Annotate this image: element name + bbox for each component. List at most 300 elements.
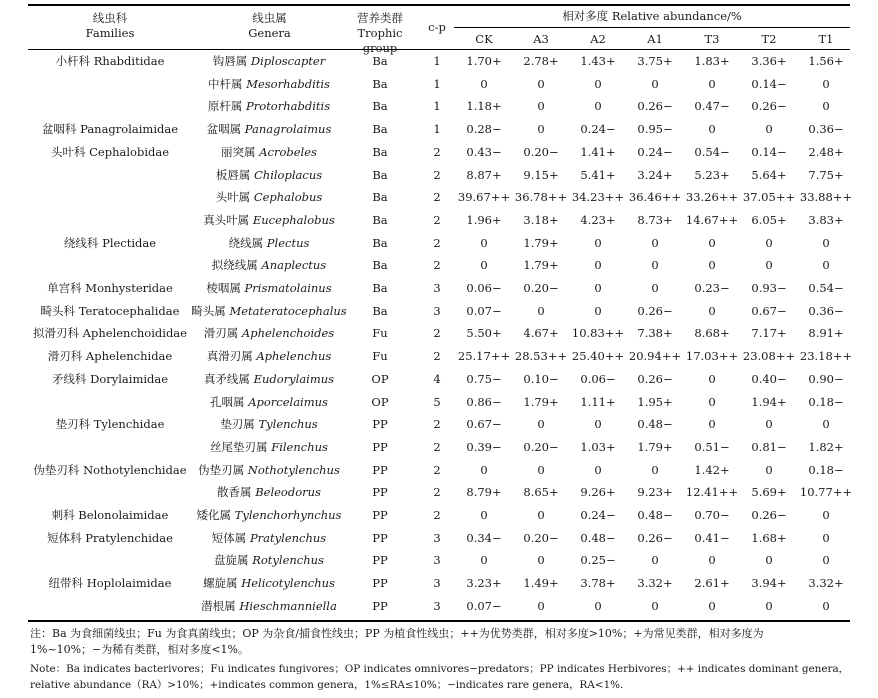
abundance-a2: 0 xyxy=(594,99,602,114)
family-cell: 滑刃科 Aphelenchidae xyxy=(47,349,173,364)
top-rule xyxy=(28,4,850,6)
cp-cell: 3 xyxy=(433,281,441,295)
abundance-a1: 0.48− xyxy=(637,508,673,522)
abundance-t3: 1.42+ xyxy=(694,462,730,477)
genus-latin: Helicotylenchus xyxy=(241,576,335,591)
genus-cn: 原杆属 xyxy=(207,99,243,114)
abundance-t1: 1.82+ xyxy=(808,439,844,454)
genus-cn: 丽突属 xyxy=(221,144,256,159)
abundance-t2: 23.08++ xyxy=(742,349,796,364)
cp-cell: 1 xyxy=(433,99,441,114)
abundance-ck: 0.07− xyxy=(466,598,502,613)
abundance-t3: 0 xyxy=(708,598,716,613)
family-cell: 畸头科 Teratocephalidae xyxy=(40,303,180,318)
abundance-a2: 0.25− xyxy=(580,553,616,568)
abundance-a1: 0 xyxy=(651,281,659,295)
genus-latin: Beleodorus xyxy=(255,485,321,500)
abundance-ck: 0.07− xyxy=(466,303,502,318)
abundance-a1: 0 xyxy=(651,76,659,91)
abundance-ck: 0.75− xyxy=(466,371,502,386)
cp-cell: 2 xyxy=(433,439,441,454)
genus-cn: 中杆属 xyxy=(208,76,243,91)
header-trophic-cn: 营养类群 xyxy=(357,11,403,25)
genus-cn: 丝尾垫刃属 xyxy=(210,439,268,454)
genus-cell xyxy=(188,141,350,164)
genus-cell xyxy=(188,277,350,300)
genus-latin: Panagrolaimus xyxy=(244,122,332,137)
abundance-t1: 10.77++ xyxy=(799,485,853,500)
abundance-ck: 0.43− xyxy=(466,144,502,159)
trophic-cell: PP xyxy=(372,576,388,591)
trophic-cell: Ba xyxy=(372,303,388,318)
abundance-a2: 25.40++ xyxy=(571,349,625,364)
trophic-cell: Fu xyxy=(372,326,388,341)
abundance-a1: 0 xyxy=(651,258,659,273)
abundance-t1: 0 xyxy=(822,99,830,114)
family-cell: 伪垫刃科 Nothotylenchidae xyxy=(33,462,187,477)
trophic-cell: PP xyxy=(372,598,388,613)
genus-cn: 板唇属 xyxy=(215,167,251,182)
abundance-t1: 0 xyxy=(822,235,830,250)
abundance-t1: 2.48+ xyxy=(808,144,844,159)
abundance-t3: 0.51− xyxy=(694,439,730,454)
genus-cell xyxy=(188,549,350,572)
abundance-a1: 8.73+ xyxy=(637,212,673,227)
abundance-t1: 33.88++ xyxy=(799,190,853,205)
genus-cell xyxy=(188,232,350,255)
abundance-t2: 0.93− xyxy=(751,281,787,295)
genus-cell xyxy=(188,164,350,187)
cp-cell: 1 xyxy=(433,76,441,91)
cp-cell: 3 xyxy=(433,303,441,318)
abundance-t2: 0.14− xyxy=(751,144,787,159)
abundance-a3: 1.79+ xyxy=(523,394,559,409)
header-cp: c-p xyxy=(428,20,446,34)
abundance-a3: 0.20− xyxy=(523,144,559,159)
abundance-a3: 0 xyxy=(537,122,545,137)
abundance-t1: 0.54− xyxy=(808,281,844,295)
abundance-t3: 0 xyxy=(708,417,716,432)
genus-cell xyxy=(188,345,350,368)
trophic-cell: PP xyxy=(372,530,388,545)
family-cell xyxy=(28,391,192,414)
abundance-a1: 0 xyxy=(651,598,659,613)
cp-cell: 5 xyxy=(433,394,441,409)
abundance-a2: 1.41+ xyxy=(580,144,616,159)
cp-cell: 2 xyxy=(433,349,441,364)
cp-cell: 1 xyxy=(433,54,441,68)
cp-cell: 3 xyxy=(433,553,441,568)
abundance-t2: 3.94+ xyxy=(751,576,787,591)
cp-cell: 2 xyxy=(433,508,441,522)
genus-cell xyxy=(188,459,350,482)
abundance-a2: 0 xyxy=(594,281,602,295)
genus-latin: Filenchus xyxy=(271,439,328,454)
genus-cn: 钩唇属 xyxy=(212,54,248,68)
family-cell: 矛线科 Dorylaimidae xyxy=(51,371,169,386)
genus-cell xyxy=(188,300,350,323)
abundance-t2: 1.68+ xyxy=(751,530,787,545)
abundance-t1: 8.91+ xyxy=(808,326,844,341)
cp-cell: 4 xyxy=(433,371,441,386)
abundance-a3: 0.20− xyxy=(523,530,559,545)
abundance-ck: 8.87+ xyxy=(466,167,502,182)
abundance-a2: 9.26+ xyxy=(580,485,616,500)
abundance-t3: 2.61+ xyxy=(694,576,730,591)
cp-cell: 2 xyxy=(433,144,441,159)
abundance-a3: 0 xyxy=(537,99,545,114)
genus-cell xyxy=(188,413,350,436)
abundance-a2: 0 xyxy=(594,462,602,477)
abundance-t3: 33.26++ xyxy=(685,190,739,205)
trophic-cell: PP xyxy=(372,417,388,432)
abundance-t2: 0.14− xyxy=(751,76,787,91)
genus-cn: 伪垫刃属 xyxy=(198,462,245,477)
treatment-header-a2: A2 xyxy=(590,32,606,46)
family-cell xyxy=(28,95,192,118)
abundance-ck: 39.67++ xyxy=(457,190,511,205)
family-cell: 头叶科 Cephalobidae xyxy=(50,144,170,159)
abundance-a3: 36.78++ xyxy=(514,190,568,205)
genus-cn: 真头叶属 xyxy=(203,212,250,227)
abundance-ck: 0 xyxy=(480,76,488,91)
family-cell xyxy=(28,254,192,277)
genus-latin: Mesorhabditis xyxy=(246,76,330,91)
abundance-ck: 0 xyxy=(480,235,488,250)
abundance-a1: 0.24− xyxy=(637,144,673,159)
abundance-a3: 1.79+ xyxy=(523,235,559,250)
abundance-t3: 0 xyxy=(708,394,716,409)
abundance-t2: 0 xyxy=(765,417,773,432)
family-cell: 短体科 Pratylenchidae xyxy=(47,530,173,545)
genus-cn: 真滑刃属 xyxy=(206,349,253,364)
genus-latin: Tylenchorhynchus xyxy=(234,508,342,522)
abundance-a3: 9.15+ xyxy=(523,167,559,182)
genus-cn: 棱咽属 xyxy=(206,281,241,295)
header-families-en: Families xyxy=(85,26,135,40)
abundance-a2: 0 xyxy=(594,417,602,432)
abundance-a2: 1.11+ xyxy=(580,394,616,409)
abundance-t1: 0 xyxy=(822,553,830,568)
abundance-t3: 0 xyxy=(708,76,716,91)
abundance-t3: 0 xyxy=(708,553,716,568)
genus-latin: Aporcelaimus xyxy=(248,394,328,409)
cp-cell: 2 xyxy=(433,258,441,273)
abundance-a2: 3.78+ xyxy=(580,576,616,591)
cp-cell: 2 xyxy=(433,167,441,182)
abundance-a3: 0 xyxy=(537,553,545,568)
abundance-a1: 0.95− xyxy=(637,122,673,137)
abundance-a1: 0 xyxy=(651,235,659,250)
abundance-t1: 0.36− xyxy=(808,303,844,318)
abundance-ck: 0.67− xyxy=(466,417,502,432)
trophic-cell: Ba xyxy=(372,99,388,114)
genus-cn: 畸头属 xyxy=(191,303,226,318)
abundance-t1: 7.75+ xyxy=(808,167,844,182)
genus-cell xyxy=(188,595,350,618)
cp-cell: 2 xyxy=(433,462,441,477)
genus-latin: Protorhabditis xyxy=(246,99,331,114)
abundance-ck: 0.34− xyxy=(466,530,502,545)
header-genera-en: Genera xyxy=(248,26,291,40)
genus-cell xyxy=(188,391,350,414)
trophic-cell: Fu xyxy=(372,349,388,364)
cp-cell: 2 xyxy=(433,485,441,500)
family-cell: 绕线科 Plectidae xyxy=(63,235,157,250)
abundance-ck: 0 xyxy=(480,462,488,477)
abundance-a3: 0 xyxy=(537,303,545,318)
abundance-t2: 5.64+ xyxy=(751,167,787,182)
genus-cell xyxy=(188,481,350,504)
genus-cn: 矮化属 xyxy=(196,508,232,522)
genus-latin: Aphelenchus xyxy=(256,349,332,364)
abundance-t2: 0.81− xyxy=(751,439,787,454)
family-cell: 小杆科 Rhabditidae xyxy=(55,54,165,68)
abundance-t2: 0.26− xyxy=(751,508,787,522)
abundance-t1: 3.32+ xyxy=(808,576,844,591)
family-cell xyxy=(28,209,192,232)
abundance-a3: 8.65+ xyxy=(523,485,559,500)
abundance-a1: 0.48− xyxy=(637,417,673,432)
trophic-cell: PP xyxy=(372,508,388,522)
abundance-t1: 0.36− xyxy=(808,122,844,137)
abundance-t2: 1.94+ xyxy=(751,394,787,409)
genus-latin: Acrobeles xyxy=(259,144,317,159)
trophic-cell: Ba xyxy=(372,212,388,227)
abundance-a3: 3.18+ xyxy=(523,212,559,227)
abundance-a2: 0 xyxy=(594,303,602,318)
abundance-t1: 0 xyxy=(822,417,830,432)
genus-cell xyxy=(188,254,350,277)
abundance-t1: 3.83+ xyxy=(808,212,844,227)
genus-cell xyxy=(188,436,350,459)
genus-latin: Eucephalobus xyxy=(252,212,335,227)
cp-cell: 2 xyxy=(433,235,441,250)
family-cell xyxy=(28,595,192,618)
abundance-a2: 0.24− xyxy=(580,122,616,137)
genus-cell xyxy=(188,572,350,595)
abundance-t1: 0.18− xyxy=(808,394,844,409)
genus-latin: Aphelenchoides xyxy=(241,326,335,341)
treatment-header-t2: T2 xyxy=(761,32,777,46)
abundance-a3: 28.53++ xyxy=(514,349,568,364)
cp-cell: 3 xyxy=(433,576,441,591)
abundance-a1: 20.94++ xyxy=(628,349,682,364)
family-cell xyxy=(28,436,192,459)
abundance-a2: 1.03+ xyxy=(580,439,616,454)
abundance-a1: 0.26− xyxy=(637,371,673,386)
genus-latin: Eudorylaimus xyxy=(253,371,335,386)
abundance-t3: 0 xyxy=(708,235,716,250)
abundance-a2: 0.06− xyxy=(580,371,616,386)
abundance-t2: 3.36+ xyxy=(751,54,787,68)
abundance-t1: 0 xyxy=(822,530,830,545)
abundance-a1: 9.23+ xyxy=(637,485,673,500)
abundance-ck: 5.50+ xyxy=(466,326,502,341)
family-cell: 拟滑刃科 Aphelenchoididae xyxy=(33,326,187,341)
trophic-cell: Ba xyxy=(372,144,388,159)
abundance-ck: 0 xyxy=(480,553,488,568)
genus-cell xyxy=(188,504,350,527)
treatment-header-t1: T1 xyxy=(818,32,834,46)
genus-cn: 散香属 xyxy=(217,485,252,500)
abundance-t3: 17.03++ xyxy=(685,349,739,364)
abundance-a2: 0.24− xyxy=(580,508,616,522)
trophic-cell: PP xyxy=(372,553,388,568)
genus-cn: 绕线属 xyxy=(228,235,264,250)
note-en-line1: Note：Ba indicates bacterivores；Fu indicates fungivores；OP indicates omnivores−predators；PP indicates Herbivores；++ indicates dominant genera， xyxy=(30,663,850,675)
family-cell: 刺科 Belonolaimidae xyxy=(51,508,169,522)
abundance-a3: 1.79+ xyxy=(523,258,559,273)
genus-cell xyxy=(188,73,350,96)
genus-cn: 潜根属 xyxy=(201,598,236,613)
abundance-t1: 0 xyxy=(822,598,830,613)
abundance-t3: 5.23+ xyxy=(694,167,730,182)
abundance-t2: 0.40− xyxy=(751,371,787,386)
genus-cell xyxy=(188,186,350,209)
abundance-ck: 8.79+ xyxy=(466,485,502,500)
abundance-t1: 0 xyxy=(822,76,830,91)
cp-cell: 3 xyxy=(433,598,441,613)
family-cell: 单宫科 Monhysteridae xyxy=(47,281,173,295)
abundance-a1: 1.79+ xyxy=(637,439,673,454)
abundance-a2: 10.83++ xyxy=(571,326,625,341)
genus-cn: 真矛线属 xyxy=(203,371,250,386)
abundance-ck: 1.18+ xyxy=(466,99,502,114)
genus-cn: 孔咽属 xyxy=(210,394,245,409)
trophic-cell: OP xyxy=(371,394,389,409)
genus-latin: Nothotylenchus xyxy=(247,462,340,477)
trophic-cell: Ba xyxy=(372,281,388,295)
abundance-t1: 1.56+ xyxy=(808,54,844,68)
abundance-t3: 12.41++ xyxy=(685,485,739,500)
header-abundance: 相对多度 Relative abundance/% xyxy=(562,9,742,23)
family-cell xyxy=(28,549,192,572)
abundance-t3: 0.23− xyxy=(694,281,730,295)
genus-cn: 螺旋属 xyxy=(203,576,238,591)
abundance-t2: 0 xyxy=(765,553,773,568)
abundance-subheader-rule xyxy=(454,27,850,28)
cp-cell: 2 xyxy=(433,190,441,205)
abundance-t2: 0 xyxy=(765,462,773,477)
abundance-t2: 5.69+ xyxy=(751,485,787,500)
abundance-a1: 3.32+ xyxy=(637,576,673,591)
genus-latin: Tylenchus xyxy=(258,417,318,432)
table-bottom-rule xyxy=(28,620,850,622)
family-cell xyxy=(28,164,192,187)
abundance-t1: 0 xyxy=(822,508,830,522)
abundance-a3: 1.49+ xyxy=(523,576,559,591)
abundance-t3: 0.54− xyxy=(694,144,730,159)
abundance-t3: 0 xyxy=(708,258,716,273)
trophic-cell: Ba xyxy=(372,235,388,250)
genus-cell xyxy=(188,118,350,141)
abundance-a2: 0 xyxy=(594,598,602,613)
abundance-t1: 0 xyxy=(822,258,830,273)
abundance-a1: 3.24+ xyxy=(637,167,673,182)
genus-cell xyxy=(188,368,350,391)
cp-cell: 2 xyxy=(433,417,441,432)
abundance-a1: 36.46++ xyxy=(628,190,682,205)
abundance-t3: 0 xyxy=(708,303,716,318)
header-families-cn: 线虫科 xyxy=(92,11,128,25)
abundance-a1: 0.26− xyxy=(637,303,673,318)
abundance-t3: 0.47− xyxy=(694,99,730,114)
abundance-a2: 5.41+ xyxy=(580,167,616,182)
abundance-t3: 0 xyxy=(708,122,716,137)
trophic-cell: PP xyxy=(372,462,388,477)
genus-cn: 盆咽属 xyxy=(206,122,242,137)
abundance-t3: 8.68+ xyxy=(694,326,730,341)
abundance-a3: 0.20− xyxy=(523,281,559,295)
family-cell xyxy=(28,186,192,209)
abundance-a1: 0 xyxy=(651,462,659,477)
genus-latin: Plectus xyxy=(266,235,310,250)
genus-cell xyxy=(188,527,350,550)
trophic-cell: Ba xyxy=(372,122,388,137)
abundance-t3: 0.41− xyxy=(694,530,730,545)
cp-cell: 2 xyxy=(433,212,441,227)
abundance-t2: 0 xyxy=(765,258,773,273)
cp-cell: 3 xyxy=(433,530,441,545)
abundance-t3: 0 xyxy=(708,371,716,386)
abundance-a2: 0 xyxy=(594,76,602,91)
abundance-a3: 0 xyxy=(537,598,545,613)
abundance-ck: 0.28− xyxy=(466,122,502,137)
abundance-a2: 0 xyxy=(594,235,602,250)
abundance-a3: 0 xyxy=(537,417,545,432)
abundance-t1: 0.90− xyxy=(808,371,844,386)
abundance-t3: 1.83+ xyxy=(694,54,730,68)
treatment-header-a1: A1 xyxy=(647,32,663,46)
abundance-t3: 14.67++ xyxy=(685,212,739,227)
family-cell: 纽带科 Hoplolaimidae xyxy=(48,576,172,591)
abundance-a1: 3.75+ xyxy=(637,54,673,68)
treatment-header-ck: CK xyxy=(475,32,493,46)
abundance-a2: 4.23+ xyxy=(580,212,616,227)
abundance-t2: 0.26− xyxy=(751,99,787,114)
abundance-ck: 1.96+ xyxy=(466,212,502,227)
abundance-a3: 0.10− xyxy=(523,371,559,386)
abundance-t3: 0.70− xyxy=(694,508,730,522)
trophic-cell: Ba xyxy=(372,167,388,182)
trophic-cell: OP xyxy=(371,371,389,386)
genus-latin: Hieschmanniella xyxy=(239,598,337,613)
abundance-a3: 0 xyxy=(537,508,545,522)
note-en-line2: relative abundance（RA）>10%；+indicates common genera，1%≤RA≤10%；−indicates rare genera，RA<1%. xyxy=(30,679,624,691)
trophic-cell: Ba xyxy=(372,76,388,91)
genus-cell xyxy=(188,95,350,118)
abundance-ck: 25.17++ xyxy=(457,349,511,364)
abundance-a2: 1.43+ xyxy=(580,54,616,68)
abundance-t2: 37.05++ xyxy=(742,190,796,205)
trophic-cell: Ba xyxy=(372,190,388,205)
abundance-a1: 1.95+ xyxy=(637,394,673,409)
abundance-a3: 0 xyxy=(537,462,545,477)
genus-latin: Pratylenchus xyxy=(249,530,327,545)
genus-latin: Metateratocephalus xyxy=(229,303,347,318)
abundance-a3: 4.67+ xyxy=(523,326,559,341)
abundance-a1: 0 xyxy=(651,553,659,568)
abundance-t2: 6.05+ xyxy=(751,212,787,227)
header-trophic-en: Trophic group xyxy=(357,26,403,55)
trophic-cell: PP xyxy=(372,439,388,454)
genus-cn: 滑刃属 xyxy=(203,326,239,341)
abundance-t2: 0 xyxy=(765,122,773,137)
cp-cell: 1 xyxy=(433,122,441,137)
genus-latin: Anaplectus xyxy=(261,258,327,273)
family-cell xyxy=(28,481,192,504)
